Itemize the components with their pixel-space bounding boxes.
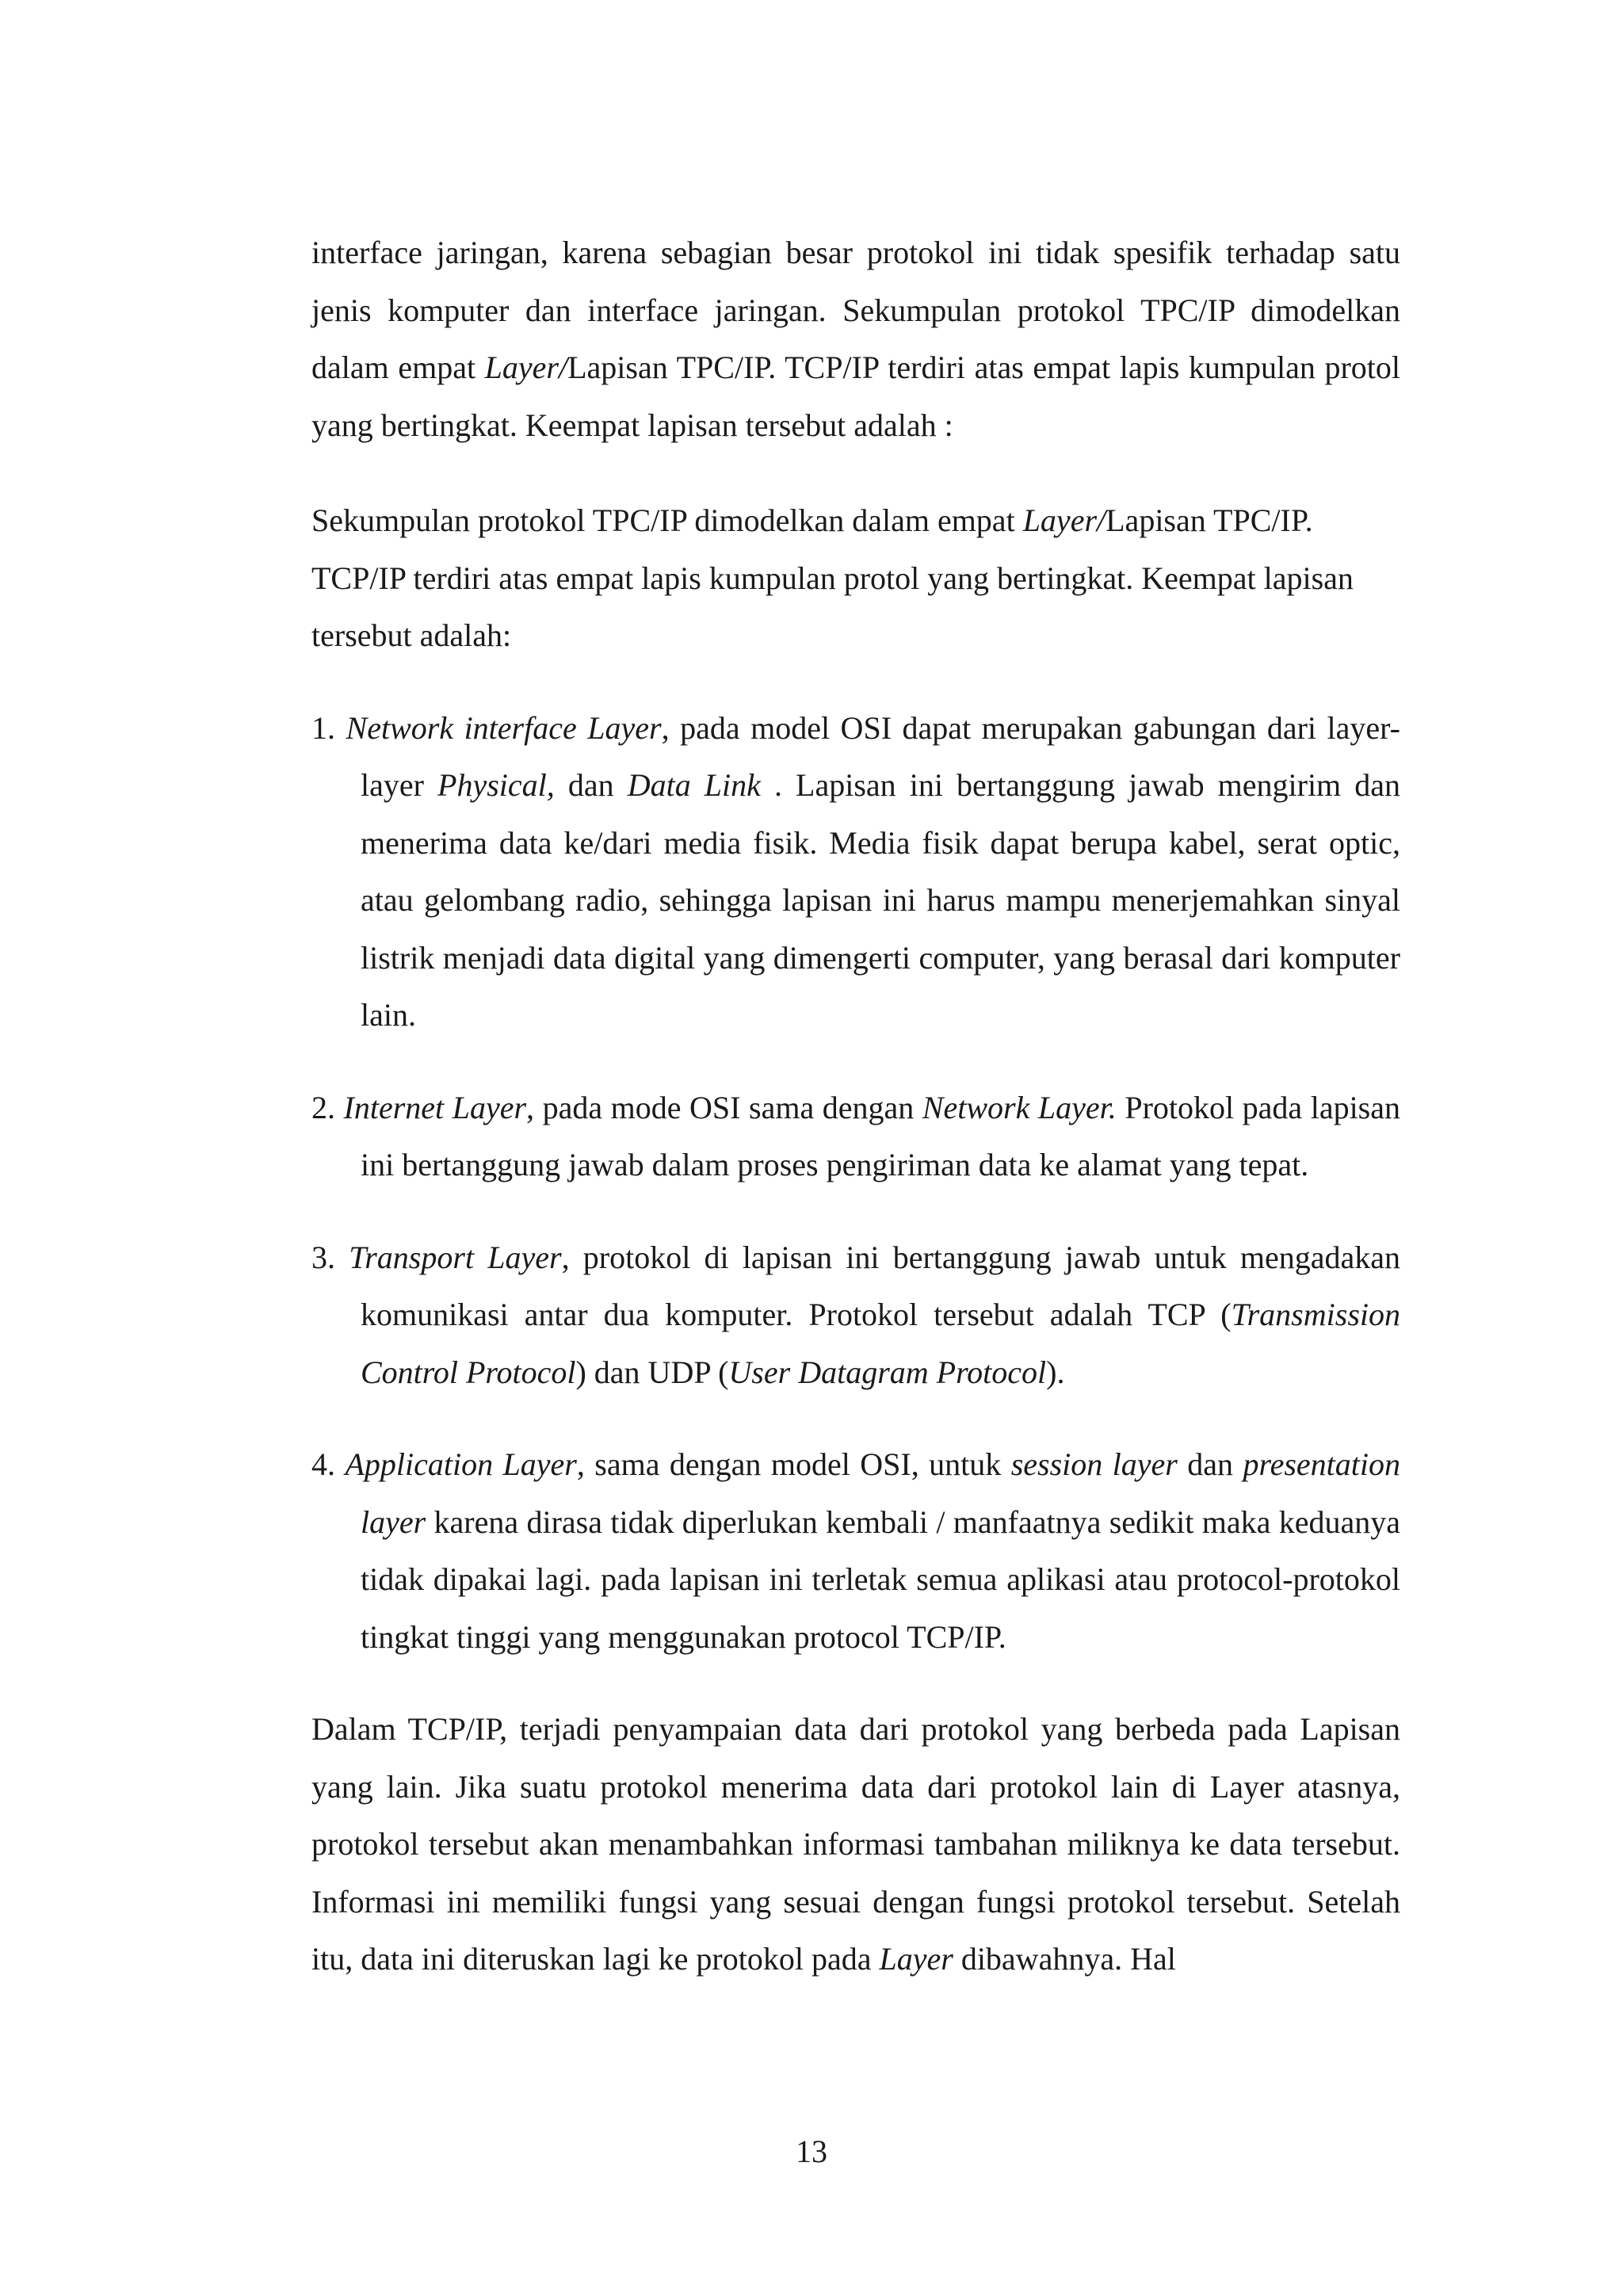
list-text: , protokol di lapisan ini bertanggung jawab untuk mengadakan komunikasi antar dua komputer. Protokol tersebut adalah TCP ( bbox=[361, 1239, 1401, 1332]
list-text: , pada model OSI dapat merupakan gabungan dari layer-layer bbox=[361, 709, 1400, 803]
list-text: ) dan UDP ( bbox=[575, 1354, 729, 1390]
list-item-application-layer bbox=[311, 1436, 1400, 1666]
list-text: ). bbox=[1046, 1354, 1065, 1390]
layer-term: Application Layer bbox=[345, 1446, 577, 1482]
list-text: . Lapisan ini bertanggung jawab mengirim dan menerima data ke/dari media fisik. Media fisik dapat berupa kabel, serat optic, atau gelombang radio, sehingga lapisan ini harus mampu menerjemahkan sinyal listrik menjadi data digital yang dimengerti computer, yang berasal dari komputer lain. bbox=[361, 767, 1401, 1033]
italic-term: Data Link bbox=[627, 767, 761, 803]
list-item-transport-layer bbox=[311, 1229, 1400, 1402]
italic-term: Layer/ bbox=[1022, 502, 1106, 538]
layer-term: Internet Layer bbox=[343, 1089, 527, 1125]
italic-term: presentation layer bbox=[361, 1446, 1400, 1540]
layer-term: Network interface Layer bbox=[346, 709, 662, 746]
list-text: , sama dengan model OSI, untuk bbox=[576, 1446, 1011, 1482]
page-number: 13 bbox=[796, 2134, 827, 2169]
paragraph-text: dibawahnya. Hal bbox=[953, 1941, 1176, 1977]
body-paragraph-intro bbox=[311, 224, 1400, 454]
italic-term: Layer/ bbox=[484, 350, 568, 385]
italic-term: User Datagram Protocol bbox=[728, 1354, 1047, 1390]
paragraph-text: Dalam TCP/IP, terjadi penyampaian data dari protokol yang berbeda pada Lapisan yang lain. Jika suatu protokol menerima data dari protokol lain di Layer atasnya, protokol tersebut akan menambahkan informasi tambahan miliknya ke data tersebut. Informasi ini memiliki fungsi yang sesuai dengan fungsi protokol tersebut. Setelah itu, data ini diteruskan lagi ke protokol pada bbox=[311, 1711, 1400, 1977]
list-item-internet-layer bbox=[311, 1079, 1400, 1194]
paragraph-text: interface jaringan, karena sebagian besar protokol ini tidak spesifik terhadap satu jenis komputer dan interface jaringan. Sekumpulan protokol TPC/IP dimodelkan dalam empat bbox=[311, 235, 1400, 385]
list-item-network-interface-layer bbox=[311, 700, 1400, 1045]
list-text: dan bbox=[1177, 1446, 1243, 1482]
italic-term: Physical, bbox=[437, 767, 555, 803]
italic-term: session layer bbox=[1010, 1446, 1178, 1482]
italic-term: Transmission Control Protocol bbox=[361, 1297, 1400, 1390]
list-number: 1. bbox=[311, 709, 346, 746]
list-number: 3. bbox=[311, 1239, 349, 1275]
list-text: karena dirasa tidak diperlukan kembali / manfaatnya sedikit maka keduanya tidak dipakai lagi. pada lapisan ini terletak semua aplikasi atau protocol-protokol tingkat tinggi yang menggunakan protocol TCP/IP. bbox=[361, 1503, 1400, 1655]
paragraph-text: Lapisan TPC/IP. TCP/IP terdiri atas empat lapis kumpulan protol yang bertingkat. Keempat lapisan tersebut adalah : bbox=[311, 350, 1400, 443]
document-page bbox=[311, 224, 1400, 1988]
paragraph-text: Sekumpulan protokol TPC/IP dimodelkan dalam empat bbox=[311, 502, 1023, 538]
layer-term: Transport Layer bbox=[349, 1239, 562, 1275]
italic-term: Layer bbox=[879, 1941, 953, 1977]
list-text: Protokol pada lapisan ini bertanggung jawab dalam proses pengiriman data ke alamat yang tepat. bbox=[361, 1089, 1400, 1182]
paragraph-text: Lapisan TPC/IP. TCP/IP terdiri atas empat lapis kumpulan protol yang bertingkat. Keempat lapisan tersebut adalah: bbox=[311, 502, 1354, 653]
italic-term: Network Layer. bbox=[922, 1089, 1117, 1125]
list-text: dan bbox=[554, 767, 628, 803]
list-number: 2. bbox=[311, 1089, 344, 1125]
body-paragraph-summary bbox=[311, 492, 1400, 665]
layer-list bbox=[311, 700, 1400, 1667]
body-paragraph-encapsulation bbox=[311, 1701, 1400, 1988]
list-number: 4. bbox=[311, 1446, 346, 1482]
list-text: , pada mode OSI sama dengan bbox=[526, 1089, 922, 1125]
